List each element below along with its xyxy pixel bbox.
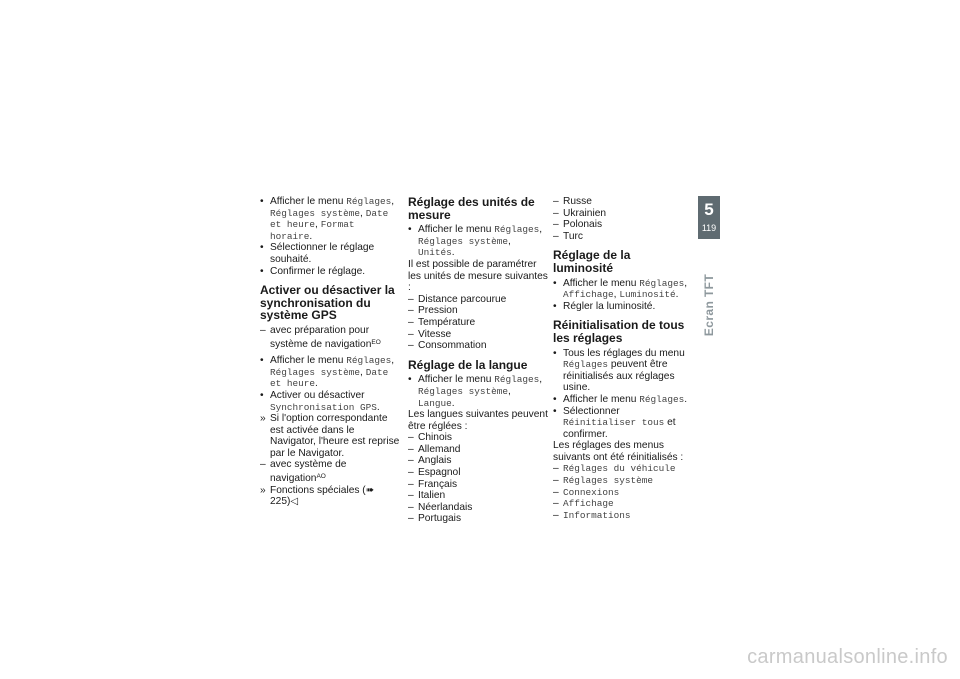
menu-path: Réglages système bbox=[418, 235, 509, 247]
section-heading: Activer ou désactiver la synchronisation du système GPS bbox=[260, 283, 395, 323]
dash-item: – Russe bbox=[553, 196, 592, 207]
menu-path: Réglages bbox=[639, 277, 685, 289]
bullet-marker: • bbox=[553, 405, 557, 417]
text: et confirmer. bbox=[563, 417, 676, 440]
bullet-item: • Activer ou désactiver Synchronisation GPS. bbox=[260, 389, 380, 413]
section-heading: Réglage de la langue bbox=[408, 357, 528, 372]
menu-name: Affichage bbox=[563, 498, 614, 510]
dash-item: – Chinois bbox=[408, 432, 452, 444]
language-name: Espagnol bbox=[418, 467, 461, 479]
section-heading: Réglage des unités de mesure bbox=[408, 195, 535, 222]
bullet-marker: • bbox=[408, 374, 412, 386]
menu-path: Réglages bbox=[494, 224, 540, 236]
menu-path: Date et heure bbox=[270, 366, 389, 390]
dash-marker: – bbox=[260, 324, 266, 336]
bullet-marker: • bbox=[408, 224, 412, 236]
menu-path: Affichage bbox=[563, 289, 614, 301]
unit-name: Distance parcourue bbox=[418, 293, 507, 305]
bullet-marker: • bbox=[553, 277, 557, 289]
chapter-title: Ecran TFT bbox=[702, 273, 716, 337]
dash-item: – Néerlandais bbox=[408, 501, 473, 513]
text: Sélectionner bbox=[563, 405, 620, 417]
dash-item: – Polonais bbox=[553, 219, 603, 231]
result-item bbox=[260, 485, 400, 508]
text: Afficher le menu bbox=[563, 393, 640, 405]
language-name: Anglais bbox=[418, 455, 452, 467]
dash-item: – Distance parcourue bbox=[408, 293, 507, 305]
column-middle bbox=[408, 196, 550, 525]
text: Afficher le menu bbox=[270, 355, 347, 367]
unit-name: Pression bbox=[418, 305, 458, 317]
language-name: Portugais bbox=[418, 513, 462, 525]
bullet-item bbox=[260, 266, 400, 278]
bullet-marker: • bbox=[260, 389, 264, 401]
text: Sélectionner le réglage souhaité. bbox=[270, 242, 375, 265]
language-name: Ukrainien bbox=[563, 207, 607, 219]
menu-path: Langue bbox=[418, 397, 452, 409]
paragraph: Les langues suivantes peuvent être réglées : bbox=[408, 409, 548, 432]
dash-item: – Italien bbox=[408, 490, 446, 502]
bullet-item bbox=[260, 242, 400, 265]
menu-path: Réglages bbox=[639, 393, 685, 405]
bullet-item: • Afficher le menu Réglages. bbox=[553, 393, 688, 405]
menu-name: Connexions bbox=[563, 486, 620, 498]
dash-item bbox=[260, 325, 400, 350]
section-heading: Réglage de la luminosité bbox=[553, 248, 631, 275]
bullet-item bbox=[553, 348, 691, 394]
paragraph: Il est possible de paramétrer les unités de mesure suivantes : bbox=[408, 258, 548, 294]
dash-item: – Pression bbox=[408, 305, 458, 317]
dash-item: – Français bbox=[408, 478, 458, 490]
dash-item: – Connexions bbox=[553, 486, 620, 498]
bullet-marker: • bbox=[553, 393, 557, 405]
dash-item: – Turc bbox=[553, 230, 583, 242]
dash-item: – Consommation bbox=[408, 340, 487, 352]
chapter-tab bbox=[698, 196, 720, 239]
bullet-item: • Afficher le menu Réglages, Réglages système, Unités. bbox=[408, 224, 543, 259]
menu-path: Date et heure bbox=[270, 207, 389, 231]
text: Confirmer le réglage. bbox=[270, 265, 366, 277]
dash-item: – Vitesse bbox=[408, 328, 452, 340]
watermark: carmanualsonline.info bbox=[747, 646, 948, 668]
dash-item: – Affichage bbox=[553, 498, 614, 510]
bullet-marker: • bbox=[553, 300, 557, 312]
menu-path: Réglages système bbox=[418, 385, 509, 397]
dash-item: – Ukrainien bbox=[553, 207, 607, 219]
section-heading: Réinitialisation de tous les réglages bbox=[553, 318, 685, 345]
menu-path: Synchronisation GPS bbox=[270, 401, 377, 413]
bullet-item bbox=[553, 301, 691, 313]
text: Afficher le menu bbox=[418, 224, 495, 236]
equipment-code: AO bbox=[316, 473, 326, 481]
page-number: 119 bbox=[701, 223, 717, 233]
menu-path: Réglages bbox=[563, 359, 609, 371]
bullet-item: • Afficher le menu Réglages, Réglages système, Langue. bbox=[408, 374, 543, 409]
language-name: Russe bbox=[563, 196, 592, 207]
text: Afficher le menu bbox=[270, 196, 347, 207]
menu-path: Réglages système bbox=[270, 366, 361, 378]
bullet-marker: • bbox=[260, 196, 264, 207]
result-marker: » bbox=[260, 484, 266, 496]
menu-path: Réglages système bbox=[270, 207, 361, 219]
column-left bbox=[260, 196, 400, 508]
menu-path: Réglages bbox=[346, 355, 392, 367]
dash-item: – Informations bbox=[553, 509, 631, 521]
text: Afficher le menu bbox=[418, 374, 495, 386]
dash-item: – Réglages du véhicule bbox=[553, 463, 676, 475]
dash-item: – Allemand bbox=[408, 443, 461, 455]
paragraph: Les réglages des menus suivants ont été réinitialisés : bbox=[553, 440, 684, 463]
bullet-marker: • bbox=[260, 265, 264, 277]
text: Régler la luminosité. bbox=[563, 300, 656, 312]
bullet-marker: • bbox=[553, 347, 557, 359]
unit-name: Consommation bbox=[418, 340, 487, 352]
dash-item: – Anglais bbox=[408, 455, 452, 467]
text: avec système de navigation bbox=[270, 459, 347, 485]
menu-name: Informations bbox=[563, 509, 631, 521]
text: Afficher le menu bbox=[563, 277, 640, 289]
unit-name: Vitesse bbox=[418, 328, 452, 340]
menu-path: Réinitialiser tous bbox=[563, 417, 665, 429]
text: peuvent être réinitialisés aux réglages usine. bbox=[563, 359, 675, 394]
dash-marker: – bbox=[260, 459, 266, 471]
menu-path: Luminosité bbox=[619, 289, 676, 301]
language-name: Polonais bbox=[563, 219, 603, 231]
dash-item: – Portugais bbox=[408, 513, 462, 525]
column-right bbox=[553, 196, 691, 521]
dash-item bbox=[260, 459, 400, 484]
language-name: Allemand bbox=[418, 443, 461, 455]
text: Activer ou désactiver bbox=[270, 389, 365, 401]
result-marker: » bbox=[260, 413, 266, 425]
language-name: Français bbox=[418, 478, 458, 490]
menu-name: Réglages du véhicule bbox=[563, 463, 676, 475]
dash-item: – Température bbox=[408, 316, 476, 328]
menu-path: Format horaire bbox=[270, 219, 355, 242]
unit-name: Température bbox=[418, 316, 476, 328]
text: Si l'option correspondante est activée dans le Navigator, l'heure est reprise par le Navigator. bbox=[270, 413, 400, 459]
bullet-marker: • bbox=[260, 242, 264, 254]
text: Fonctions spéciales (➠ 225)◁ bbox=[270, 484, 375, 508]
language-name: Néerlandais bbox=[418, 501, 473, 513]
menu-path: Unités bbox=[418, 247, 452, 259]
language-name: Italien bbox=[418, 490, 446, 502]
dash-item: – Espagnol bbox=[408, 467, 461, 479]
bullet-item: • Afficher le menu Réglages, Réglages système, Date et heure. bbox=[260, 355, 395, 390]
menu-name: Réglages système bbox=[563, 475, 654, 487]
equipment-code: EO bbox=[371, 338, 381, 346]
menu-path: Réglages bbox=[494, 374, 540, 386]
dash-item: – Réglages système bbox=[553, 475, 654, 487]
language-name: Chinois bbox=[418, 432, 452, 444]
menu-path: Réglages bbox=[346, 196, 392, 207]
bullet-item: • Afficher le menu Réglages, Réglages système, Date et heure, Format horaire. bbox=[260, 196, 395, 242]
bullet-item bbox=[553, 406, 691, 441]
bullet-marker: • bbox=[260, 355, 264, 367]
text: Tous les réglages du menu bbox=[563, 347, 685, 359]
bullet-item: • Afficher le menu Réglages, Affichage, Luminosité. bbox=[553, 277, 688, 301]
language-name: Turc bbox=[563, 230, 583, 242]
text: avec préparation pour système de navigation bbox=[270, 324, 372, 350]
chapter-number: 5 bbox=[704, 200, 714, 219]
result-item bbox=[260, 413, 400, 459]
